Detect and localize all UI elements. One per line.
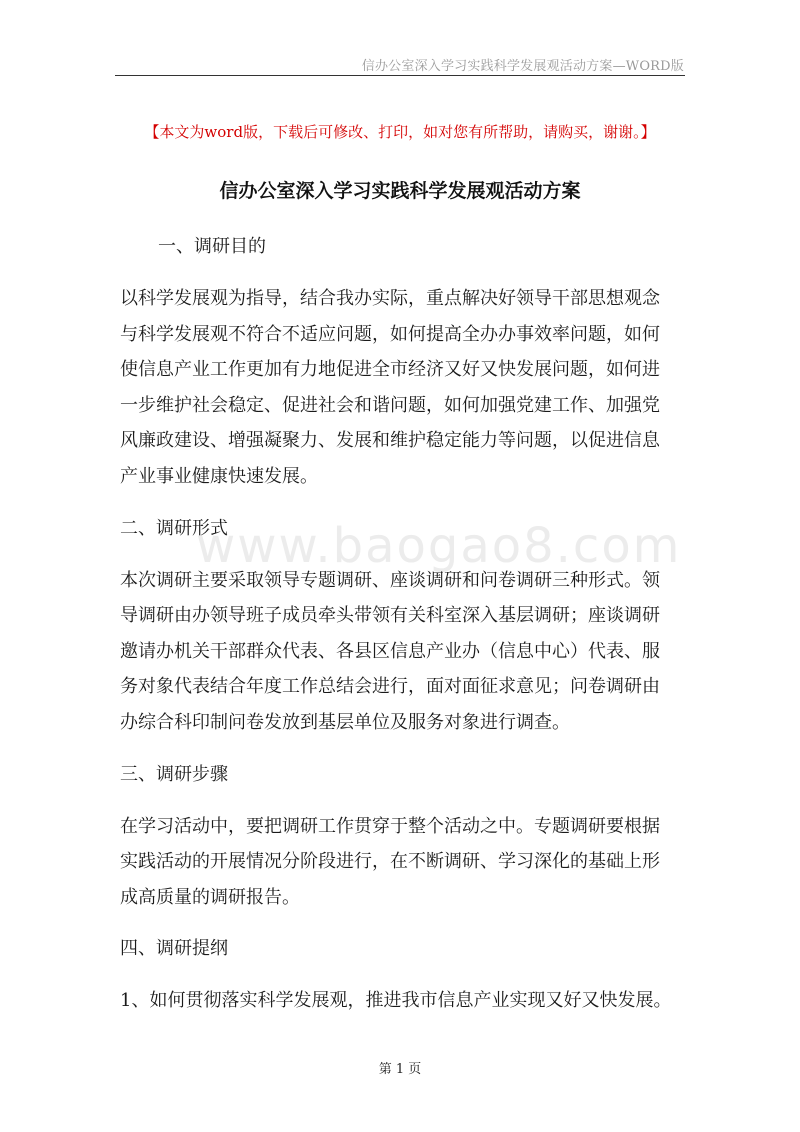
paragraph-line: 成高质量的调研报告。 (120, 886, 300, 908)
page-number: 第 1 页 (378, 1062, 422, 1077)
section-paragraph (120, 983, 680, 1019)
section-heading: 一、调研目的 (158, 236, 266, 257)
section-paragraph (120, 809, 680, 916)
paragraph-line: 务对象代表结合年度工作总结会进行，面对面征求意见；问卷调研由 (120, 676, 660, 698)
section-paragraph (120, 563, 680, 741)
section-heading: 三、调研步骤 (120, 763, 228, 785)
paragraph-line: 邀请办机关干部群众代表、各县区信息产业办（信息中心）代表、服 (120, 640, 660, 662)
section-heading: 二、调研形式 (120, 517, 228, 539)
paragraph-line: 风廉政建设、增强凝聚力、发展和维护稳定能力等问题，以促进信息 (120, 430, 660, 452)
section-heading: 四、调研提纲 (120, 938, 228, 960)
document-title: 信办公室深入学习实践科学发展观活动方案 (219, 180, 581, 202)
paragraph-line: 办综合科印制问卷发放到基层单位及服务对象进行调查。 (120, 711, 570, 733)
watermark: www.baogao8.com (196, 518, 682, 574)
paragraph-line: 产业事业健康快速发展。 (120, 465, 318, 487)
paragraph-line: 使信息产业工作更加有力地促进全市经济又好又快发展问题，如何进 (120, 359, 660, 381)
purchase-notice: 【本文为word版，下载后可修改、打印，如对您有所帮助，请购买，谢谢。】 (144, 123, 656, 141)
document-body (120, 228, 680, 1034)
paragraph-line: 与科学发展观不符合不适应问题，如何提高全办办事效率问题，如何 (120, 323, 660, 345)
paragraph-line: 本次调研主要采取领导专题调研、座谈调研和问卷调研三种形式。领 (120, 569, 660, 591)
paragraph-line: 一步维护社会稳定、促进社会和谐问题，如何加强党建工作、加强党 (120, 394, 660, 416)
paragraph-line: 导调研由办领导班子成员牵头带领有关科室深入基层调研；座谈调研 (120, 605, 660, 627)
section-paragraph (120, 281, 680, 495)
paragraph-line: 实践活动的开展情况分阶段进行，在不断调研、学习深化的基础上形 (120, 851, 660, 873)
paragraph-line: 在学习活动中，要把调研工作贯穿于整个活动之中。专题调研要根据 (120, 815, 660, 837)
paragraph-line: 1、如何贯彻落实科学发展观，推进我市信息产业实现又好又快发展。 (120, 990, 672, 1012)
running-header: 信办公室深入学习实践科学发展观活动方案—WORD版 (361, 59, 684, 74)
paragraph-line: 以科学发展观为指导，结合我办实际，重点解决好领导干部思想观念 (120, 288, 660, 309)
header-divider (115, 75, 685, 76)
